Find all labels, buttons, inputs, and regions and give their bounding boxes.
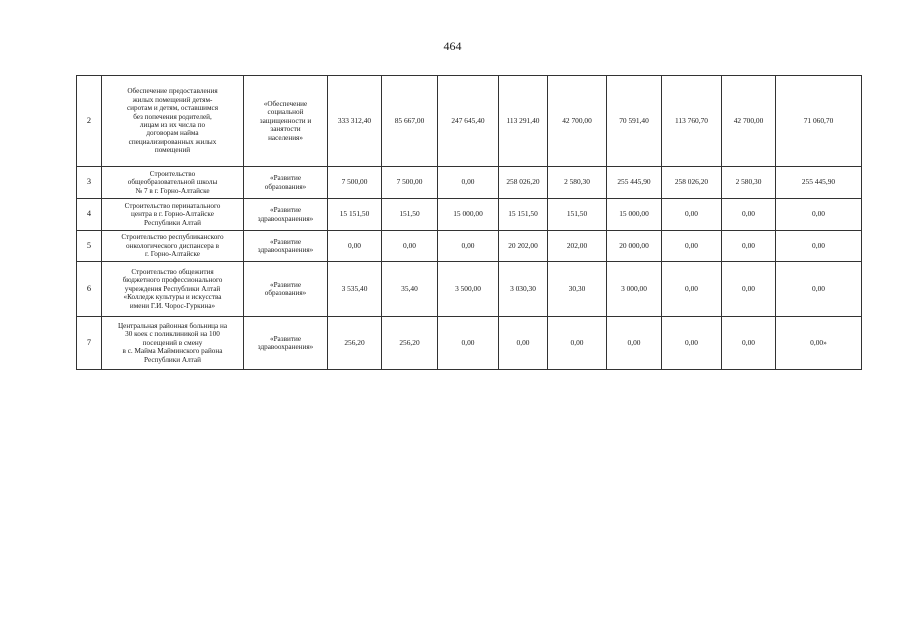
value-cell: 3 535,40 xyxy=(328,262,382,317)
object-name-line: общеобразовательной школы xyxy=(127,178,218,187)
object-name-line: сиротам и детям, оставшимся xyxy=(126,104,219,113)
value-cell: 0,00 xyxy=(438,317,499,370)
value-cell: 0,00 xyxy=(548,317,607,370)
program-cell xyxy=(244,262,328,317)
value-cell: 15 000,00 xyxy=(607,199,662,231)
object-name-cell xyxy=(102,317,244,370)
value-cell: 30,30 xyxy=(548,262,607,317)
program-line: «Развитие xyxy=(269,334,302,343)
value-cell: 2 580,30 xyxy=(722,167,776,199)
program-line: «Развитие xyxy=(269,280,302,289)
row-number: 2 xyxy=(77,76,102,167)
value-cell: 0,00 xyxy=(776,262,862,317)
object-name-line: лицам из их числа по xyxy=(139,121,206,129)
value-cell: 256,20 xyxy=(382,317,438,370)
value-cell: 0,00 xyxy=(722,317,776,370)
value-cell: 7 500,00 xyxy=(382,167,438,199)
program-cell xyxy=(244,167,328,199)
object-name-line: центра в г. Горно-Алтайске xyxy=(131,210,214,219)
value-cell: 258 026,20 xyxy=(499,167,548,199)
page-number: 464 xyxy=(443,39,462,53)
value-cell: 0,00 xyxy=(722,262,776,317)
program-line: «Развитие xyxy=(269,237,302,246)
object-name-line: Обеспечение предоставления xyxy=(127,87,218,96)
value-cell: 0,00 xyxy=(662,317,722,370)
program-line: защищенности и xyxy=(259,116,312,125)
value-cell: 151,50 xyxy=(548,199,607,231)
value-cell: 0,00 xyxy=(662,262,722,317)
value-cell: 3 500,00 xyxy=(438,262,499,317)
object-name-line: жилых помещений детям- xyxy=(132,95,213,104)
object-name-line: Республики Алтай xyxy=(144,218,201,227)
value-cell: 0,00 xyxy=(499,317,548,370)
value-cell: 0,00 xyxy=(662,231,722,262)
program-line: «Развитие xyxy=(269,174,302,183)
value-cell: 333 312,40 xyxy=(328,76,382,167)
value-cell: 0,00 xyxy=(328,231,382,262)
value-cell: 0,00 xyxy=(776,199,862,231)
value-cell: 42 700,00 xyxy=(722,76,776,167)
value-cell: 15 000,00 xyxy=(438,199,499,231)
table-row xyxy=(77,317,862,370)
program-line: здравоохранения» xyxy=(257,343,314,351)
value-cell: 42 700,00 xyxy=(548,76,607,167)
value-cell: 20 202,00 xyxy=(499,231,548,262)
object-name-cell xyxy=(102,262,244,317)
program-line: образования» xyxy=(264,182,307,191)
object-name-line: бюджетного профессионального xyxy=(122,276,223,285)
object-name-line: Строительство общежития xyxy=(131,267,214,276)
value-cell: 71 060,70 xyxy=(776,76,862,167)
object-name-line: в с. Майма Майминского района xyxy=(122,347,223,356)
value-cell: 0,00 xyxy=(438,167,499,199)
value-cell: 202,00 xyxy=(548,231,607,262)
object-name-line: онкологического диспансера в xyxy=(125,241,220,250)
value-cell: 151,50 xyxy=(382,199,438,231)
object-name-line: специализированных жилых xyxy=(128,137,217,146)
object-name-line: учреждения Республики Алтай xyxy=(124,284,221,293)
program-cell xyxy=(244,199,328,231)
value-cell: 85 667,00 xyxy=(382,76,438,167)
program-line: «Развитие xyxy=(269,206,302,215)
table-body xyxy=(77,76,862,370)
value-cell: 255 445,90 xyxy=(607,167,662,199)
object-name-line: помещений xyxy=(154,146,191,155)
object-name-line: Строительство xyxy=(149,169,196,178)
program-cell xyxy=(244,76,328,167)
object-name-line: Строительство республиканского xyxy=(121,233,224,242)
program-line: населения» xyxy=(268,133,303,142)
row-number: 4 xyxy=(77,199,102,231)
value-cell: 15 151,50 xyxy=(499,199,548,231)
value-cell: 247 645,40 xyxy=(438,76,499,167)
program-cell xyxy=(244,231,328,262)
value-cell: 35,40 xyxy=(382,262,438,317)
object-name-line: Строительство перинатального xyxy=(124,201,221,210)
value-cell: 0,00 xyxy=(382,231,438,262)
value-cell: 0,00 xyxy=(607,317,662,370)
object-name-line: г. Горно-Алтайске xyxy=(144,250,200,259)
object-name-line: посещений в смену xyxy=(142,338,203,347)
row-number: 6 xyxy=(77,262,102,317)
program-line: занятости xyxy=(270,125,301,134)
value-cell: 3 000,00 xyxy=(607,262,662,317)
value-cell: 0,00» xyxy=(776,317,862,370)
value-cell: 113 291,40 xyxy=(499,76,548,167)
table-row xyxy=(77,231,862,262)
program-line: образования» xyxy=(264,289,307,297)
row-number: 3 xyxy=(77,167,102,199)
value-cell: 0,00 xyxy=(776,231,862,262)
value-cell: 3 030,30 xyxy=(499,262,548,317)
value-cell: 7 500,00 xyxy=(328,167,382,199)
value-cell: 70 591,40 xyxy=(607,76,662,167)
object-name-cell xyxy=(102,231,244,262)
object-name-line: 30 коек с поликлиникой на 100 xyxy=(125,330,220,339)
object-name-line: имени Г.И. Чорос-Гуркина» xyxy=(129,301,216,310)
value-cell: 20 000,00 xyxy=(607,231,662,262)
value-cell: 113 760,70 xyxy=(662,76,722,167)
table-row xyxy=(77,199,862,231)
program-cell xyxy=(244,317,328,370)
object-name-line: «Колледж культуры и искусства xyxy=(123,293,222,302)
value-cell: 255 445,90 xyxy=(776,167,862,199)
value-cell: 15 151,50 xyxy=(328,199,382,231)
program-line: здравоохранения» xyxy=(257,246,314,254)
program-line: здравоохранения» xyxy=(257,214,314,223)
investment-table xyxy=(76,75,862,370)
object-name-cell xyxy=(102,199,244,231)
value-cell: 0,00 xyxy=(722,231,776,262)
object-name-line: Республики Алтай xyxy=(144,355,201,364)
object-name-cell xyxy=(102,76,244,167)
row-number: 5 xyxy=(77,231,102,262)
row-number: 7 xyxy=(77,317,102,370)
value-cell: 0,00 xyxy=(662,199,722,231)
object-name-line: Центральная районная больница на xyxy=(117,321,228,330)
program-line: социальной xyxy=(267,108,304,117)
table-row xyxy=(77,262,862,317)
program-line: «Обеспечение xyxy=(263,99,308,108)
table-row xyxy=(77,76,862,167)
object-name-line: договорам найма xyxy=(146,129,199,138)
value-cell: 258 026,20 xyxy=(662,167,722,199)
value-cell: 2 580,30 xyxy=(548,167,607,199)
object-name-line: № 7 в г. Горно-Алтайске xyxy=(135,186,210,195)
value-cell: 0,00 xyxy=(722,199,776,231)
object-name-line: без попечения родителей, xyxy=(133,112,212,121)
value-cell: 256,20 xyxy=(328,317,382,370)
value-cell: 0,00 xyxy=(438,231,499,262)
object-name-cell xyxy=(102,167,244,199)
table-row xyxy=(77,167,862,199)
